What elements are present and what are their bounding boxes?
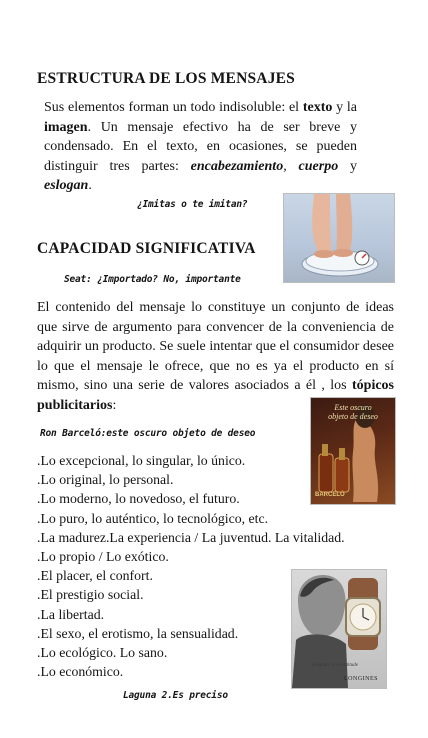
- list-item: .Lo moderno, lo novedoso, el futuro.: [37, 491, 240, 507]
- caption-laguna: Laguna 2.Es preciso: [123, 690, 228, 701]
- keyword-topicos-publicitarios: tópicos publicitarios: [37, 378, 394, 413]
- rum-brand: BARCELÓ: [315, 492, 345, 498]
- caption-ron: Ron Barceló:este oscuro objeto de deseo: [40, 428, 256, 439]
- watch-ad-illustration: [292, 570, 386, 688]
- rum-ad-slogan-line2: objeto de deseo: [328, 412, 378, 421]
- watch-ad-photo: [291, 569, 387, 689]
- section-title-capacidad: CAPACIDAD SIGNIFICATIVA: [37, 240, 256, 257]
- keyword-imagen: imagen: [44, 119, 88, 135]
- capacidad-paragraph: El contenido del mensaje lo constituye un conjunto de ideas que sirve de argumento para convencer de la conveniencia de adquirir un producto. Se suele intentar que el consumidor desee lo que el mensaje le ofrece, que no es ya el producto en sí mismo, sino una serie de valores asociados a él , los tópicos publicitarios:: [37, 300, 394, 413]
- section-title-estructura: ESTRUCTURA DE LOS MENSAJES: [37, 70, 295, 87]
- list-item: .Lo excepcional, lo singular, lo único.: [37, 453, 246, 468]
- list-item: .Lo original, lo personal.: [37, 472, 174, 488]
- list-item: .El prestigio social.: [37, 587, 144, 603]
- keyword-eslogan: eslogan: [44, 178, 89, 193]
- watch-signature: Elegance is an attitude: [312, 663, 358, 668]
- keyword-encabezamiento: encabezamiento: [190, 158, 284, 174]
- list-item: .Lo puro, lo auténtico, lo tecnológico, etc.: [37, 510, 269, 526]
- scale-illustration: [284, 194, 394, 282]
- watch-brand: LONGINES: [344, 676, 378, 682]
- caption-seat: Seat: ¿Importado? No, importante: [64, 274, 241, 285]
- keyword-texto: texto: [302, 100, 333, 115]
- estructura-paragraph: Sus elementos forman un todo indisoluble: el texto y la imagen. Un mensaje efectivo ha de ser breve y condensado. En el texto, en ocasiones, se pueden distinguir tres partes: encabezamiento, cuerpo y eslogan.: [44, 100, 358, 193]
- list-item: .El placer, el confort.: [37, 568, 153, 584]
- caption-scale: ¿Imitas o te imitan?: [137, 199, 248, 210]
- rum-ad-slogan-line1: Este oscuro: [334, 403, 372, 412]
- list-item: .La libertad.: [37, 606, 105, 622]
- keyword-cuerpo: cuerpo: [298, 158, 339, 174]
- scale-feet-photo: [283, 193, 395, 283]
- list-item: .Lo económico.: [37, 664, 124, 680]
- list-item: .La madurez.La experiencia / La juventud. La vitalidad.: [37, 529, 345, 545]
- list-item: .El sexo, el erotismo, la sensualidad.: [37, 625, 239, 641]
- list-item: .Lo ecológico. Lo sano.: [37, 645, 168, 661]
- list-item: .Lo propio / Lo exótico.: [37, 549, 169, 565]
